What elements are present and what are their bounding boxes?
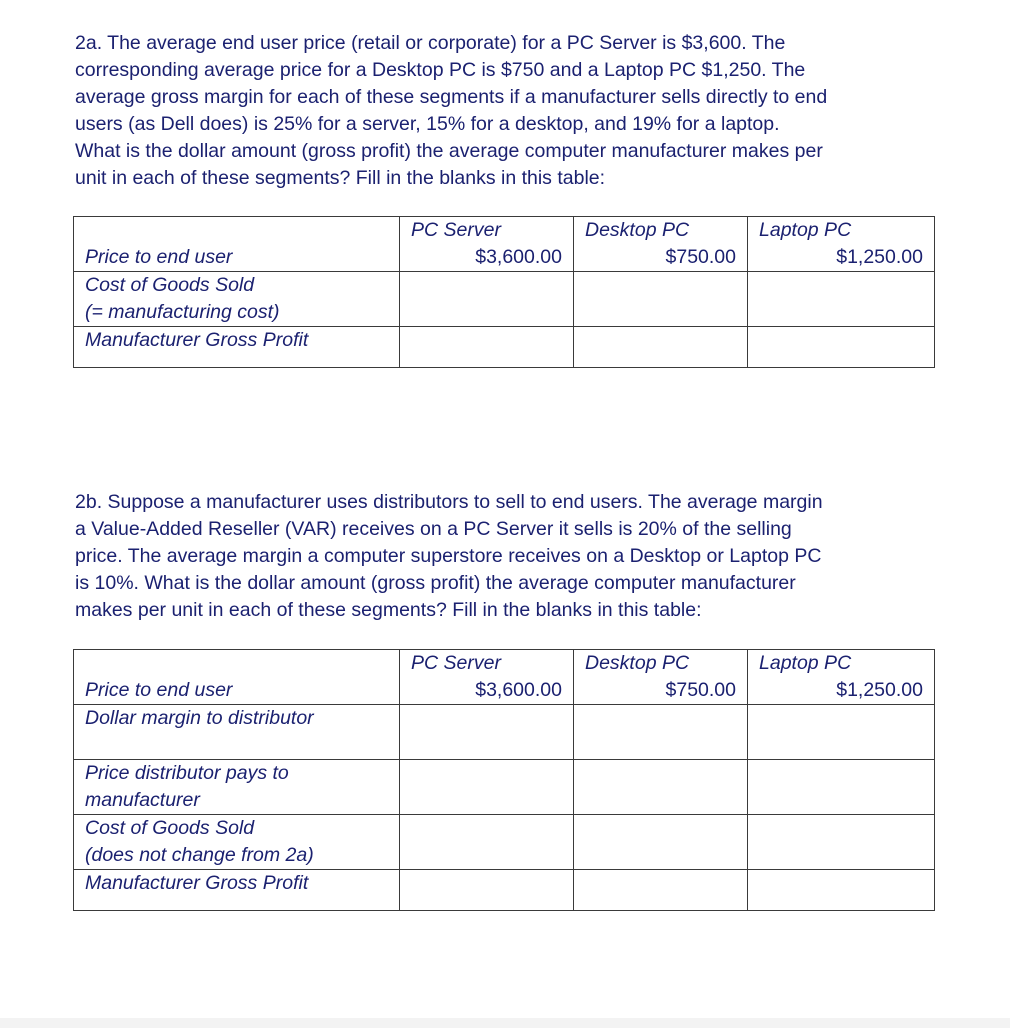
table-2a	[73, 216, 935, 368]
table-row	[74, 244, 935, 272]
table-row	[74, 677, 935, 705]
blank-cell-desktop-margin[interactable]	[574, 705, 748, 760]
table-2a-header-row	[74, 217, 935, 245]
q2a-line-3: average gross margin for each of these segments if a manufacturer sells directly to end	[75, 86, 828, 108]
row-label-gross-profit: Manufacturer Gross Profit	[74, 327, 400, 368]
blank-cell-desktop-cogs[interactable]	[574, 272, 748, 327]
table-row	[74, 760, 935, 815]
blank-cell-laptop-distributor-price[interactable]	[748, 760, 935, 815]
cell-desktop-price: $750.00	[574, 677, 748, 705]
header-laptop-pc: Laptop PC	[748, 650, 935, 678]
table-row	[74, 815, 935, 870]
blank-cell-laptop-margin[interactable]	[748, 705, 935, 760]
question-2b-text	[75, 489, 985, 624]
table-row	[74, 870, 935, 911]
cell-server-price: $3,600.00	[400, 677, 574, 705]
row-label-cogs-line1: Cost of Goods Sold	[85, 817, 255, 839]
table-2b-corner-cell	[74, 650, 400, 678]
blank-cell-laptop-cogs[interactable]	[748, 272, 935, 327]
blank-cell-desktop-profit[interactable]	[574, 327, 748, 368]
q2a-line-4: users (as Dell does) is 25% for a server, 15% for a desktop, and 19% for a laptop.	[75, 113, 780, 135]
blank-cell-server-profit[interactable]	[400, 327, 574, 368]
q2b-line-5: makes per unit in each of these segments? Fill in the blanks in this table:	[75, 599, 702, 621]
row-label-cogs-line2: (does not change from 2a)	[85, 844, 314, 866]
row-label-cogs-line1: Cost of Goods Sold	[85, 274, 255, 296]
q2b-line-4: is 10%. What is the dollar amount (gross profit) the average computer manufacturer	[75, 572, 796, 594]
blank-cell-desktop-distributor-price[interactable]	[574, 760, 748, 815]
q2b-line-1: 2b. Suppose a manufacturer uses distributors to sell to end users. The average margin	[75, 491, 823, 513]
row-label-price-to-end-user: Price to end user	[74, 244, 400, 272]
header-desktop-pc: Desktop PC	[574, 650, 748, 678]
blank-cell-server-margin[interactable]	[400, 705, 574, 760]
q2a-line-2: corresponding average price for a Desktop PC is $750 and a Laptop PC $1,250. The	[75, 59, 806, 81]
q2b-line-3: price. The average margin a computer superstore receives on a Desktop or Laptop PC	[75, 545, 822, 567]
row-label-gross-profit: Manufacturer Gross Profit	[74, 870, 400, 911]
table-row	[74, 705, 935, 760]
row-label-distributor-price-line2: manufacturer	[85, 789, 200, 811]
cell-laptop-price: $1,250.00	[748, 244, 935, 272]
q2a-line-5: What is the dollar amount (gross profit) the average computer manufacturer makes per	[75, 140, 823, 162]
header-pc-server: PC Server	[400, 217, 574, 245]
q2a-line-6: unit in each of these segments? Fill in the blanks in this table:	[75, 167, 606, 189]
row-label-cogs	[74, 815, 400, 870]
row-label-price-to-end-user: Price to end user	[74, 677, 400, 705]
table-2b	[73, 649, 935, 911]
row-label-distributor-price	[74, 760, 400, 815]
row-label-dollar-margin: Dollar margin to distributor	[74, 705, 400, 760]
blank-cell-desktop-cogs[interactable]	[574, 815, 748, 870]
blank-cell-laptop-profit[interactable]	[748, 327, 935, 368]
page-bottom-strip	[0, 1018, 1010, 1028]
cell-server-price: $3,600.00	[400, 244, 574, 272]
table-row	[74, 327, 935, 368]
table-2b-header-row	[74, 650, 935, 678]
table-2a-corner-cell	[74, 217, 400, 245]
blank-cell-server-distributor-price[interactable]	[400, 760, 574, 815]
question-2a-text	[75, 30, 985, 192]
header-pc-server: PC Server	[400, 650, 574, 678]
blank-cell-desktop-profit[interactable]	[574, 870, 748, 911]
row-label-cogs-line2: (= manufacturing cost)	[85, 301, 280, 323]
row-label-distributor-price-line1: Price distributor pays to	[85, 762, 289, 784]
cell-desktop-price: $750.00	[574, 244, 748, 272]
q2a-line-1: 2a. The average end user price (retail or corporate) for a PC Server is $3,600. The	[75, 32, 786, 54]
q2b-line-2: a Value-Added Reseller (VAR) receives on a PC Server it sells is 20% of the selling	[75, 518, 792, 540]
header-desktop-pc: Desktop PC	[574, 217, 748, 245]
blank-cell-laptop-profit[interactable]	[748, 870, 935, 911]
blank-cell-laptop-cogs[interactable]	[748, 815, 935, 870]
table-row	[74, 272, 935, 327]
cell-laptop-price: $1,250.00	[748, 677, 935, 705]
blank-cell-server-cogs[interactable]	[400, 815, 574, 870]
header-laptop-pc: Laptop PC	[748, 217, 935, 245]
blank-cell-server-profit[interactable]	[400, 870, 574, 911]
row-label-cogs	[74, 272, 400, 327]
blank-cell-server-cogs[interactable]	[400, 272, 574, 327]
